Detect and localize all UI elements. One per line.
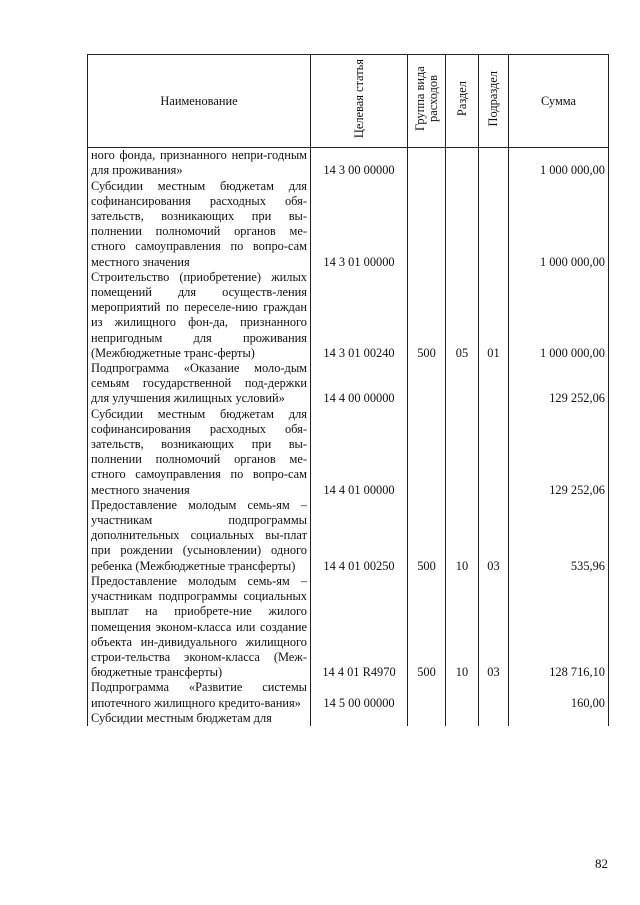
row-group — [408, 680, 446, 710]
row-subsection: 03 — [479, 574, 509, 680]
row-section — [446, 361, 479, 407]
row-group — [408, 711, 446, 726]
row-name: Предоставление молодым семь-ям – участникам подпрограммы социальных выплат на приобрете-ние жилого помещения эконом-класса или создание объекта ин-дивидуального жилищного строи-тельства эконом-класса (Меж-бюджетные трансферты) — [88, 574, 311, 680]
row-subsection: 03 — [479, 498, 509, 574]
row-code: 14 3 00 00000 — [311, 148, 408, 179]
row-group — [408, 407, 446, 498]
header-name: Наименование — [88, 55, 311, 148]
header-amount: Сумма — [509, 55, 609, 148]
row-name: Подпрограмма «Оказание моло-дым семьям государственной под-держки для улучшения жилищных условий» — [88, 361, 311, 407]
row-group — [408, 361, 446, 407]
row-subsection — [479, 407, 509, 498]
row-group — [408, 179, 446, 270]
header-expense-group: Группа вида расходов — [408, 55, 446, 148]
row-amount: 129 252,06 — [509, 361, 609, 407]
row-section: 10 — [446, 574, 479, 680]
row-section — [446, 179, 479, 270]
row-amount: 128 716,10 — [509, 574, 609, 680]
row-amount: 1 000 000,00 — [509, 148, 609, 179]
row-name: Строительство (приобретение) жилых помещений для осуществ-ления мероприятий по переселе-нию граждан из жилищного фон-да, признанного непригодным для проживания (Межбюджетные транс-ферты) — [88, 270, 311, 361]
row-section: 10 — [446, 498, 479, 574]
page-number: 82 — [595, 856, 608, 871]
row-code — [311, 711, 408, 726]
row-code: 14 4 01 00000 — [311, 407, 408, 498]
row-subsection — [479, 711, 509, 726]
row-name: Субсидии местным бюджетам для софинансирования расходных обя-зательств, возникающих при вы-полнении полномочий органов ме-стного самоуправления по вопро-сам местного значения — [88, 179, 311, 270]
table-row — [88, 680, 609, 710]
row-code: 14 5 00 00000 — [311, 680, 408, 710]
table-row — [88, 148, 609, 179]
header-target-article: Целевая статья — [311, 55, 408, 148]
row-group — [408, 148, 446, 179]
row-name: Предоставление молодым семь-ям – участникам подпрограммы дополнительных социальных вы-плат при рождении (усыновлении) одного ребенка (Межбюджетные трансферты) — [88, 498, 311, 574]
row-subsection — [479, 680, 509, 710]
row-amount — [509, 711, 609, 726]
row-group: 500 — [408, 574, 446, 680]
table-row — [88, 407, 609, 498]
row-section — [446, 680, 479, 710]
table-row — [88, 711, 609, 726]
row-subsection — [479, 361, 509, 407]
row-section: 05 — [446, 270, 479, 361]
row-amount: 160,00 — [509, 680, 609, 710]
row-section — [446, 711, 479, 726]
budget-table — [87, 54, 609, 726]
table-header-row — [88, 55, 609, 148]
table-row — [88, 574, 609, 680]
row-amount: 1 000 000,00 — [509, 270, 609, 361]
row-amount: 1 000 000,00 — [509, 179, 609, 270]
row-section — [446, 407, 479, 498]
header-subsection: Подраздел — [479, 55, 509, 148]
table-row — [88, 179, 609, 270]
row-group: 500 — [408, 270, 446, 361]
table-row — [88, 270, 609, 361]
row-code: 14 3 01 00000 — [311, 179, 408, 270]
table-row — [88, 498, 609, 574]
row-code: 14 4 01 00250 — [311, 498, 408, 574]
row-name: Субсидии местным бюджетам для софинансирования расходных обя-зательств, возникающих при вы-полнении полномочий органов ме-стного самоуправления по вопро-сам местного значения — [88, 407, 311, 498]
row-section — [446, 148, 479, 179]
row-group: 500 — [408, 498, 446, 574]
row-subsection: 01 — [479, 270, 509, 361]
row-code: 14 4 00 00000 — [311, 361, 408, 407]
row-code: 14 3 01 00240 — [311, 270, 408, 361]
table-row — [88, 361, 609, 407]
row-name: Подпрограмма «Развитие системы ипотечного жилищного кредито-вания» — [88, 680, 311, 710]
row-name: Субсидии местным бюджетам для — [88, 711, 311, 726]
header-section: Раздел — [446, 55, 479, 148]
row-code: 14 4 01 R4970 — [311, 574, 408, 680]
row-name: ного фонда, признанного непри-годным для проживания» — [88, 148, 311, 179]
row-amount: 129 252,06 — [509, 407, 609, 498]
row-subsection — [479, 179, 509, 270]
row-amount: 535,96 — [509, 498, 609, 574]
row-subsection — [479, 148, 509, 179]
